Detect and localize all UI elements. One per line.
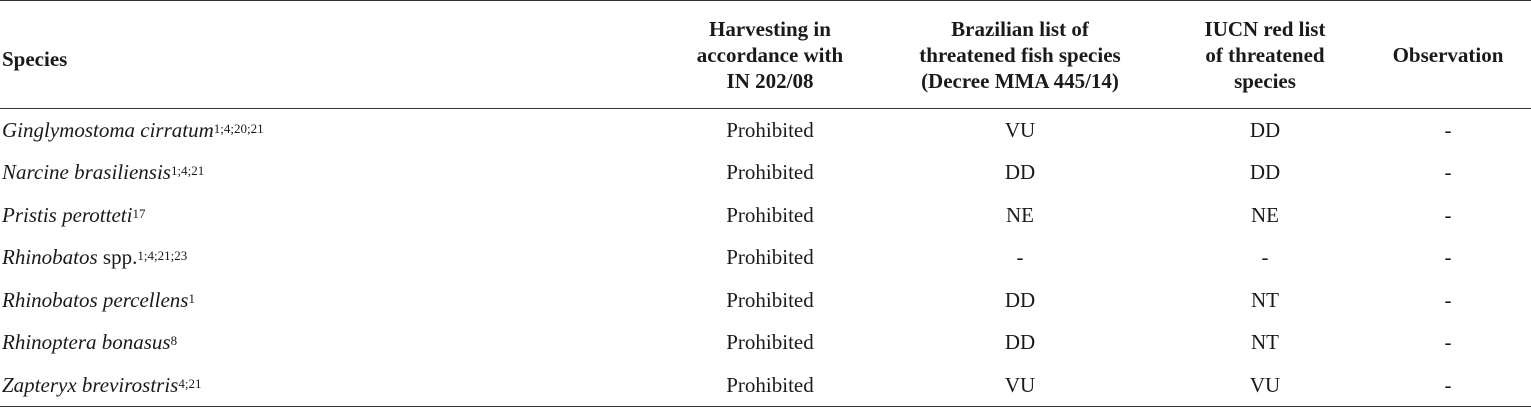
species-suffix: spp. [97,245,138,270]
observation-cell: - [1444,118,1452,142]
header-harvesting-line-2: accordance with [696,42,844,67]
species-cell [0,236,665,279]
header-row [0,1,1531,109]
observation-cell: - [1444,287,1452,312]
observation-cell: - [1444,202,1452,227]
harvesting-cell: Prohibited [665,364,875,407]
brazilian-status-cell: VU [875,364,1165,407]
iucn-status-cell: NT [1251,287,1279,312]
reference-numbers: 8 [170,333,178,349]
table-body [0,109,1531,407]
species-cell [0,194,665,237]
harvesting-cell: Prohibited [726,245,814,270]
harvesting-cell: Prohibited [726,118,814,142]
header-harvesting [665,1,875,109]
iucn-status-cell: NT [1251,330,1279,355]
reference-numbers: 1;4;20;21 [213,121,264,136]
header-observation: Observation [1365,1,1531,109]
species-name: Rhinoptera bonasus [2,330,171,355]
species-name: Narcine brasiliensis [2,160,171,185]
header-iucn-line-2: of threatened [1205,42,1325,67]
species-cell [0,364,665,407]
species-name: Zapteryx brevirostris [2,372,179,397]
brazilian-status-cell: - [1016,245,1024,270]
species-name: Rhinobatos percellens [2,287,189,312]
header-brazilian-line-2: threatened fish species [919,42,1121,67]
brazilian-status-cell: DD [1004,330,1036,355]
observation-cell: - [1444,160,1452,185]
iucn-status-cell: - [1261,245,1269,270]
observation-cell: - [1444,330,1452,355]
harvesting-cell: Prohibited [726,160,814,185]
species-name: Rhinobatos [2,245,98,270]
iucn-status-cell: NE [1251,202,1279,227]
species-cell [0,321,665,364]
species-name: Ginglymostoma cirratum [2,118,214,142]
brazilian-status-cell: DD [1004,160,1036,185]
brazilian-status-cell: DD [1004,287,1036,312]
header-iucn-line-1: IUCN red list [1204,16,1326,41]
reference-numbers: 1 [188,290,195,306]
table-row [0,321,1531,364]
table-row [0,151,1531,194]
header-harvesting-line-3: IN 202/08 [726,68,814,93]
iucn-status-cell: VU [1165,364,1365,407]
species-name: Pristis perotteti [2,202,133,227]
table-row [0,279,1531,322]
table-row [0,194,1531,237]
species-cell [0,279,665,322]
brazilian-status-cell: VU [1004,118,1036,142]
species-cell [0,109,665,152]
reference-numbers: 17 [132,205,146,221]
brazilian-status-cell: NE [1006,202,1034,227]
reference-numbers: 1;4;21 [170,163,205,179]
harvesting-cell: Prohibited [726,287,814,312]
table-row [0,364,1531,407]
iucn-status-cell: DD [1249,160,1281,185]
harvesting-cell: Prohibited [726,330,814,355]
header-brazilian-line-3: (Decree MMA 445/14) [921,68,1119,93]
observation-cell: - [1365,364,1531,407]
observation-cell: - [1444,245,1452,270]
header-iucn-list [1165,1,1365,109]
reference-numbers: 1;4;21;23 [137,248,188,264]
table-row [0,109,1531,152]
iucn-status-cell: DD [1249,118,1281,142]
header-species: Species [0,1,665,109]
header-harvesting-line-1: Harvesting in [709,16,831,41]
table-header [0,1,1531,109]
header-iucn-line-3: species [1234,68,1296,93]
header-brazilian-list [875,1,1165,109]
harvesting-cell: Prohibited [726,202,814,227]
species-cell [0,151,665,194]
header-brazilian-line-1: Brazilian list of [951,16,1089,41]
reference-numbers: 4;21 [178,375,202,391]
table-row [0,236,1531,279]
